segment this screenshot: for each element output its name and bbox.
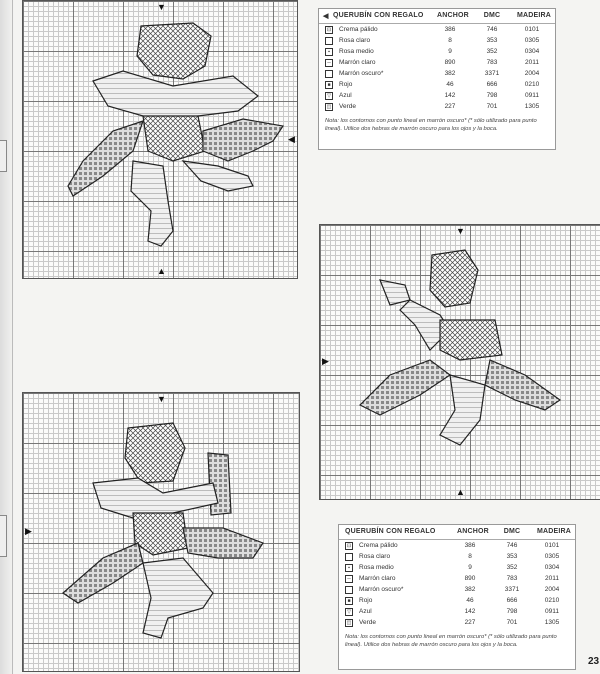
madeira-code: 2011: [545, 575, 559, 582]
thread-name: Marrón claro: [359, 575, 396, 582]
thread-symbol-icon: ▪: [325, 48, 333, 56]
center-marker-bottom: ▲: [456, 487, 465, 497]
edge-tab: [0, 140, 7, 172]
thread-symbol-icon: [345, 553, 353, 561]
madeira-code: 2011: [525, 59, 539, 66]
anchor-code: 227: [444, 103, 456, 110]
thread-name: Azul: [359, 608, 372, 615]
dmc-code: 353: [506, 553, 518, 560]
dmc-code: 798: [486, 92, 498, 99]
dmc-code: 746: [506, 542, 518, 549]
dmc-code: 666: [506, 597, 518, 604]
madeira-code: 2004: [524, 70, 540, 77]
anchor-code: 9: [448, 48, 452, 55]
dmc-code: 3371: [484, 70, 500, 77]
thread-key-rows: [339, 540, 575, 628]
cross-stitch-chart-2: [319, 224, 600, 500]
anchor-code: 46: [446, 81, 454, 88]
anchor-code: 142: [464, 608, 476, 615]
thread-symbol-icon: [325, 37, 333, 45]
page-number: 23: [588, 656, 600, 667]
thread-key-header: [339, 525, 575, 540]
thread-symbol-icon: ─: [345, 575, 353, 583]
thread-row: [339, 617, 575, 628]
thread-key-bottom: [338, 524, 576, 670]
thread-name: Rojo: [359, 597, 373, 604]
thread-row: [339, 595, 575, 606]
center-marker-top: ▼: [157, 2, 166, 12]
thread-symbol-icon: ─: [325, 59, 333, 67]
thread-row: [339, 584, 575, 595]
thread-key-header: [319, 9, 555, 24]
anchor-code: 142: [444, 92, 456, 99]
thread-symbol-icon: [345, 586, 353, 594]
anchor-code: 382: [464, 586, 476, 593]
center-marker-top: ▼: [157, 394, 166, 404]
thread-name: Marrón oscuro*: [359, 586, 404, 593]
thread-symbol-icon: ◫: [326, 104, 332, 110]
madeira-code: 1305: [544, 619, 560, 626]
thread-name: Rojo: [339, 81, 353, 88]
thread-row: [319, 57, 555, 68]
col-madeira: MADEIRA: [517, 12, 552, 19]
thread-symbol-icon: ⊡: [346, 543, 352, 549]
center-marker-bottom: ▲: [157, 266, 166, 276]
thread-name: Azul: [339, 92, 352, 99]
thread-key-top: [318, 8, 556, 150]
anchor-code: 386: [444, 26, 456, 33]
anchor-code: 8: [468, 553, 472, 560]
center-marker-left: ▶: [322, 356, 329, 366]
center-marker-top: ▼: [456, 226, 465, 236]
anchor-code: 46: [466, 597, 474, 604]
thread-name: Rosa medio: [359, 564, 394, 571]
anchor-code: 8: [448, 37, 452, 44]
thread-key-rows: [319, 24, 555, 112]
thread-symbol-icon: ■: [345, 597, 353, 605]
madeira-code: 0210: [524, 81, 540, 88]
thread-row: [339, 562, 575, 573]
dmc-code: 3371: [504, 586, 520, 593]
thread-name: Crema pálido: [339, 26, 378, 33]
thread-row: [339, 551, 575, 562]
thread-symbol-icon: ▪: [345, 564, 353, 572]
madeira-code: 0210: [544, 597, 560, 604]
center-marker-left: ▶: [25, 526, 32, 536]
thread-symbol-icon: ■: [325, 81, 333, 89]
thread-name: Crema pálido: [359, 542, 398, 549]
thread-symbol-icon: ▽: [325, 92, 333, 100]
thread-name: Marrón oscuro*: [339, 70, 384, 77]
gutter-line: [12, 0, 13, 674]
madeira-code: 0101: [544, 542, 560, 549]
madeira-code: 0304: [524, 48, 540, 55]
thread-row: [339, 606, 575, 617]
thread-row: [339, 573, 575, 584]
anchor-code: 890: [464, 575, 476, 582]
madeira-code: 0911: [545, 608, 559, 615]
thread-name: Rosa claro: [359, 553, 391, 560]
thread-row: [319, 46, 555, 57]
cross-stitch-chart-1: [22, 0, 298, 279]
anchor-code: 890: [444, 59, 456, 66]
thread-name: Rosa medio: [339, 48, 374, 55]
thread-row: [319, 35, 555, 46]
thread-row: [319, 101, 555, 112]
key-marker-icon: ◀: [323, 13, 329, 20]
dmc-code: 353: [486, 37, 498, 44]
dmc-code: 746: [486, 26, 498, 33]
madeira-code: 0304: [544, 564, 560, 571]
key-note: Nota: los contornos con punto lineal en marrón oscuro* (* sólo utilizado para punto lineal). Utilice dos hebras de marrón oscuro para los ojos y la boca.: [345, 634, 557, 648]
anchor-code: 227: [464, 619, 476, 626]
col-dmc: DMC: [503, 528, 521, 535]
cherub-pattern-1: [23, 1, 297, 278]
col-anchor: ANCHOR: [437, 12, 469, 19]
cross-stitch-chart-3: [22, 392, 300, 672]
thread-name: Verde: [359, 619, 376, 626]
dmc-code: 352: [486, 48, 498, 55]
thread-row: [319, 68, 555, 79]
anchor-code: 9: [468, 564, 472, 571]
cherub-pattern-2: [320, 225, 600, 499]
thread-row: [319, 90, 555, 101]
dmc-code: 783: [486, 59, 498, 66]
thread-row: [319, 24, 555, 35]
thread-symbol-icon: ◫: [346, 620, 352, 626]
cherub-pattern-3: [23, 393, 299, 671]
dmc-code: 798: [506, 608, 518, 615]
col-dmc: DMC: [483, 12, 501, 19]
edge-tab: [0, 515, 7, 557]
center-marker-right: ◀: [288, 134, 295, 144]
anchor-code: 386: [464, 542, 476, 549]
thread-symbol-icon: [325, 70, 333, 78]
madeira-code: 0911: [525, 92, 539, 99]
dmc-code: 352: [506, 564, 518, 571]
madeira-code: 1305: [524, 103, 540, 110]
madeira-code: 0101: [524, 26, 540, 33]
col-anchor: ANCHOR: [457, 528, 489, 535]
thread-row: [319, 79, 555, 90]
dmc-code: 701: [486, 103, 498, 110]
dmc-code: 783: [506, 575, 518, 582]
anchor-code: 382: [444, 70, 456, 77]
thread-name: Rosa claro: [339, 37, 371, 44]
col-madeira: MADEIRA: [537, 528, 572, 535]
dmc-code: 666: [486, 81, 498, 88]
thread-name: Marrón claro: [339, 59, 376, 66]
madeira-code: 0305: [544, 553, 560, 560]
dmc-code: 701: [506, 619, 518, 626]
key-title: QUERUBÍN CON REGALO: [345, 528, 436, 535]
madeira-code: 2004: [544, 586, 560, 593]
thread-symbol-icon: ▽: [345, 608, 353, 616]
key-note: Nota: los contornos con punto lineal en marrón oscuro* (* sólo utilizado para punto lineal). Utilice dos hebras de marrón oscuro para los ojos y la boca.: [325, 118, 537, 132]
madeira-code: 0305: [524, 37, 540, 44]
thread-row: [339, 540, 575, 551]
key-title: QUERUBÍN CON REGALO: [333, 12, 424, 19]
thread-symbol-icon: ⊡: [326, 27, 332, 33]
thread-name: Verde: [339, 103, 356, 110]
